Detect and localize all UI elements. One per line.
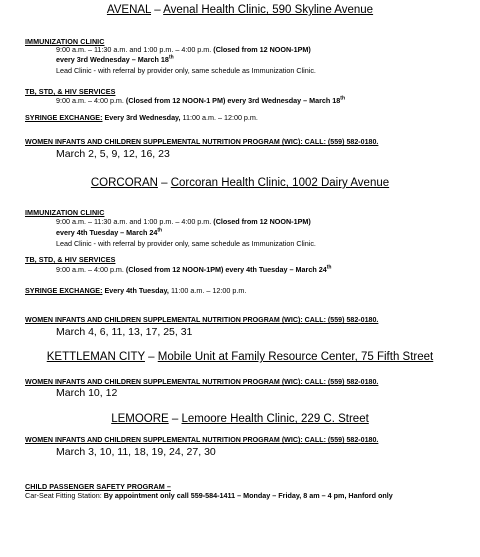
corcoran-syringe-hours: 11:00 a.m. – 12:00 p.m. xyxy=(170,286,247,295)
avenal-separator: – xyxy=(151,4,164,16)
corcoran-clinic: Corcoran Health Clinic, 1002 Dairy Avenue xyxy=(170,177,390,189)
corcoran-immunization-day-sup: th xyxy=(157,227,163,234)
corcoran-lead-clinic: Lead Clinic - with referral by provider only, same schedule as Immunization Clinic. xyxy=(56,239,316,248)
corcoran-tb-sup: th xyxy=(326,264,332,271)
corcoran-wic-dates: March 4, 6, 11, 13, 17, 25, 31 xyxy=(56,326,193,338)
corcoran-separator: – xyxy=(157,177,171,189)
kettleman-wic-dates: March 10, 12 xyxy=(56,387,118,399)
corcoran-immunization-day: every 4th Tuesday – March 24 xyxy=(56,228,158,237)
corcoran-immunization-hours: 9:00 a.m. – 11:30 a.m. and 1:00 p.m. – 4:00 p.m. xyxy=(56,217,212,226)
corcoran-tb-heading: TB, STD, & HIV SERVICES xyxy=(25,255,116,264)
avenal-clinic: Avenal Health Clinic, 590 Skyline Avenue xyxy=(163,4,374,16)
kettleman-location-heading xyxy=(0,351,480,363)
corcoran-syringe-label: SYRINGE EXCHANGE: xyxy=(25,286,103,295)
corcoran-tb-hours: 9:00 a.m. – 4:00 p.m. xyxy=(56,265,124,274)
lemoore-wic-dates: March 3, 10, 11, 18, 19, 24, 27, 30 xyxy=(56,446,216,458)
avenal-immunization-heading: IMMUNIZATION CLINIC xyxy=(25,37,105,46)
child-seat-prefix: Car-Seat Fitting Station: xyxy=(25,491,102,500)
corcoran-immunization-closed: (Closed from 12 NOON-1PM) xyxy=(213,217,311,226)
lemoore-separator: – xyxy=(168,413,182,425)
child-seat-heading: CHILD PASSENGER SAFETY PROGRAM – xyxy=(25,482,171,491)
kettleman-clinic: Mobile Unit at Family Resource Center, 75 Fifth Street xyxy=(157,351,434,363)
avenal-lead-clinic: Lead Clinic - with referral by provider only, same schedule as Immunization Clinic. xyxy=(56,66,316,75)
corcoran-wic-line: WOMEN INFANTS AND CHILDREN SUPPLEMENTAL NUTRITION PROGRAM (WIC): CALL: (559) 582-0180. xyxy=(25,316,379,324)
corcoran-tb-line xyxy=(56,265,331,274)
lemoore-wic-line: WOMEN INFANTS AND CHILDREN SUPPLEMENTAL NUTRITION PROGRAM (WIC): CALL: (559) 582-0180. xyxy=(25,436,379,444)
avenal-tb-detail: (Closed from 12 NOON-1 PM) every 3rd Wednesday – March 18 xyxy=(125,96,341,105)
avenal-syringe-hours: 11:00 a.m. – 12:00 p.m. xyxy=(182,113,258,122)
avenal-wic-line: WOMEN INFANTS AND CHILDREN SUPPLEMENTAL NUTRITION PROGRAM (WIC): CALL: (559) 582-0180. xyxy=(25,138,379,146)
kettleman-wic-line: WOMEN INFANTS AND CHILDREN SUPPLEMENTAL NUTRITION PROGRAM (WIC): CALL: (559) 582-0180. xyxy=(25,378,379,386)
avenal-tb-line xyxy=(56,96,345,105)
lemoore-clinic: Lemoore Health Clinic, 229 C. Street xyxy=(181,413,369,425)
corcoran-syringe-line xyxy=(25,286,246,295)
kettleman-city: KETTLEMAN CITY xyxy=(46,351,145,363)
avenal-location-heading xyxy=(0,4,480,16)
corcoran-immunization-heading: IMMUNIZATION CLINIC xyxy=(25,208,105,217)
lemoore-location-heading xyxy=(0,413,480,425)
avenal-immunization-hours: 9:00 a.m. – 11:30 a.m. and 1:00 p.m. – 4:00 p.m. xyxy=(56,45,212,54)
kettleman-separator: – xyxy=(144,351,158,363)
avenal-tb-heading: TB, STD, & HIV SERVICES xyxy=(25,87,116,96)
corcoran-location-heading xyxy=(0,177,480,189)
avenal-immunization-hours-line xyxy=(56,45,311,54)
avenal-wic-dates: March 2, 5, 9, 12, 16, 23 xyxy=(56,148,170,160)
avenal-tb-sup: th xyxy=(340,95,346,102)
child-seat-detail: By appointment only call 559-584-1411 – Monday – Friday, 8 am – 4 pm, Hanford only xyxy=(103,491,393,500)
avenal-immunization-day: every 3rd Wednesday – March 18 xyxy=(56,55,169,64)
avenal-immunization-day-line xyxy=(56,55,174,64)
child-seat-line xyxy=(25,491,393,500)
avenal-syringe-day: Every 3rd Wednesday, xyxy=(104,113,181,122)
avenal-immunization-closed: (Closed from 12 NOON-1PM) xyxy=(213,45,311,54)
avenal-syringe-label: SYRINGE EXCHANGE: xyxy=(25,113,103,122)
avenal-tb-hours: 9:00 a.m. – 4:00 p.m. xyxy=(56,96,124,105)
avenal-syringe-line xyxy=(25,113,258,122)
corcoran-city: CORCORAN xyxy=(90,177,158,189)
avenal-city: AVENAL xyxy=(106,4,152,16)
lemoore-city: LEMOORE xyxy=(111,413,169,425)
corcoran-immunization-hours-line xyxy=(56,217,311,226)
corcoran-syringe-day: Every 4th Tuesday, xyxy=(104,286,169,295)
avenal-immunization-day-sup: th xyxy=(168,54,174,61)
corcoran-tb-detail: (Closed from 12 NOON-1PM) every 4th Tuesday – March 24 xyxy=(125,265,327,274)
corcoran-immunization-day-line xyxy=(56,228,162,237)
